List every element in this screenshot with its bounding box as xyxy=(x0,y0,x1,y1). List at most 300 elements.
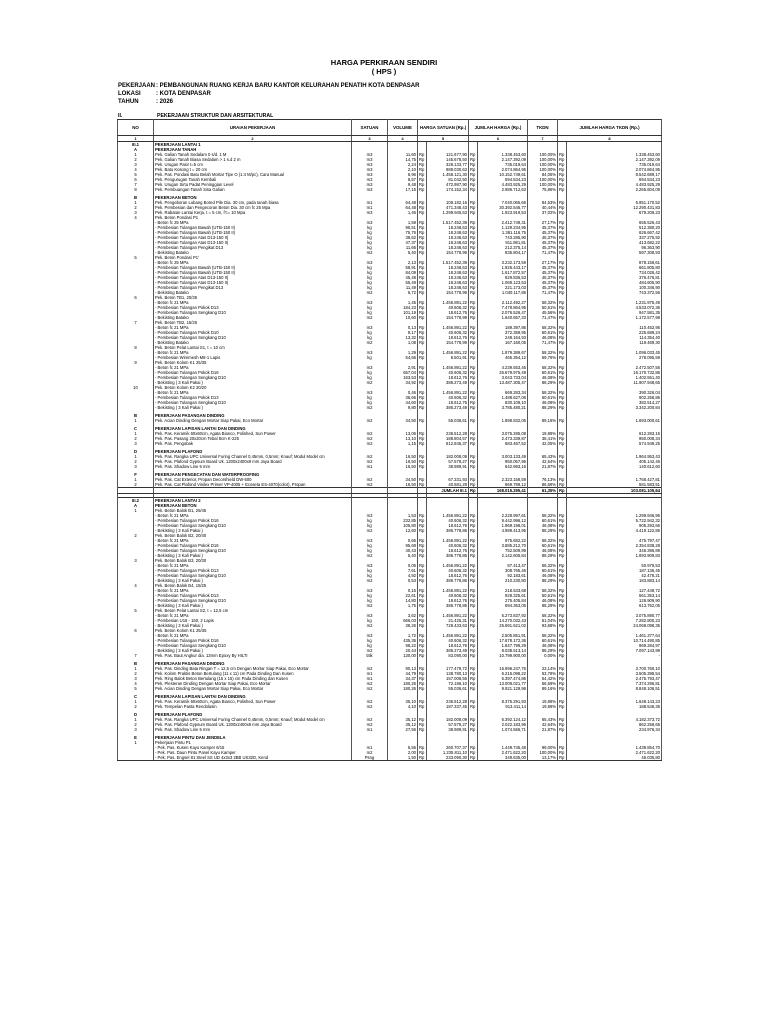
cell-tk: 58,32% xyxy=(528,365,558,370)
cell-rp2: Rp xyxy=(469,563,478,568)
cell-vol: 163,53 xyxy=(388,375,418,380)
cell-tk: 19,88% xyxy=(528,431,558,436)
cell-sat: m3 xyxy=(352,563,388,568)
cell-vol: 7,61 xyxy=(388,568,418,573)
cell-desc: Pek. Galian Tanah Biasa Sedalam > 1 s.d 2 m xyxy=(154,157,352,162)
cell-hs: 157.008,55 xyxy=(427,676,469,681)
cell-vol: 8,57 xyxy=(388,177,418,182)
cell-hs: 18.612,76 xyxy=(427,548,469,553)
cell-no: 1 xyxy=(118,477,154,482)
cell-rp3: Rp xyxy=(558,182,567,187)
cell-vol: 12,60 xyxy=(388,528,418,533)
cell-rp1: Rp xyxy=(418,405,427,410)
cell-desc: PEKERJAAN LANTAI 1 xyxy=(154,142,352,148)
cell-rp2: Rp xyxy=(469,260,478,265)
cell-sat: m2 xyxy=(352,722,388,727)
cell-sat: kg xyxy=(352,235,388,240)
cell-hs: 386.273,49 xyxy=(427,380,469,385)
cell-desc: - Pembesian Tulangan Pokok D16 xyxy=(154,370,352,375)
cell-rp2: Rp xyxy=(469,477,478,482)
cell-jt: 743.372,56 xyxy=(567,290,662,295)
cell-hs: 109.182,16 xyxy=(427,200,469,205)
cell-tk: 42,64% xyxy=(528,722,558,727)
cell-rp3: Rp xyxy=(558,290,567,295)
cell-sat: kg xyxy=(352,305,388,310)
cell-vol: 1,29 xyxy=(388,350,418,355)
cell-rp1: Rp xyxy=(418,722,427,727)
cell-jh: 6.392.124,12 xyxy=(478,717,528,722)
cell-desc: - Pembesian Tulangan Pengikat D13 xyxy=(154,245,352,250)
cell-hs: 121.677,90 xyxy=(427,152,469,157)
cell-hs: 40.606,32 xyxy=(427,370,469,375)
cell-hs: 1.235.811,10 xyxy=(427,750,469,755)
hps-table xyxy=(117,119,662,761)
cell-tk: 100,00% xyxy=(528,177,558,182)
cell-rp1: Rp xyxy=(418,275,427,280)
cell-no: 6 xyxy=(118,177,154,182)
cell-desc: Pek. Ring Balok Beton Bertulang (15 x 15) cm Pada Dinding dan Kusen xyxy=(154,676,352,681)
cell-jh: 275.405,84 xyxy=(478,598,528,603)
cell-vol: 14,80 xyxy=(388,598,418,603)
cell-desc: Pek. Plesteran Dinding Dengan Mortar Siap Pakai, Eco Mortar xyxy=(154,681,352,686)
cell-vol: 101,19 xyxy=(388,310,418,315)
cell-rp1: Rp xyxy=(418,431,427,436)
cell-no: 2 xyxy=(118,482,154,488)
cell-desc: - Beton fc 25 MPa xyxy=(154,220,352,225)
cell-rp3: Rp xyxy=(558,528,567,533)
cell-rp3: Rp xyxy=(558,459,567,464)
cell-desc: Pek. Beton Pelat Lantai S1, t = 10 cm xyxy=(154,345,352,350)
cell-tk: 60,61% xyxy=(528,518,558,523)
cell-desc: Pek. Galian Tanah Sedalam 0 s/d. 1 M xyxy=(154,152,352,157)
cell-tk: 46,08% xyxy=(528,375,558,380)
cell-jh: 9.442.996,12 xyxy=(478,518,528,523)
cell-jh: 14.270.032,43 xyxy=(478,618,528,623)
cell-no: 7 xyxy=(118,320,154,325)
cell-rp1: Rp xyxy=(418,750,427,755)
cell-rp1: Rp xyxy=(418,436,427,441)
cell-vol: 75,76 xyxy=(388,230,418,235)
cell-rp1: Rp xyxy=(418,454,427,459)
cell-hs: 18.248,63 xyxy=(427,230,469,235)
cell-rp2: Rp xyxy=(469,553,478,558)
cell-no: 7 xyxy=(118,182,154,187)
cell-desc: - Bekisting ( 3 Kali Pakai ) xyxy=(154,553,352,558)
cell-rp2: Rp xyxy=(469,157,478,162)
cell-tk: 88,29% xyxy=(528,603,558,608)
cell-desc: Pek. Pas. Keramik 60x60cm, Agata Bianco, Polished, Sun Power xyxy=(154,699,352,704)
cell-vol: 6,72 xyxy=(388,290,418,295)
cell-rp3: Rp xyxy=(558,598,567,603)
cell-hs: 40.581,28 xyxy=(427,482,469,488)
cell-jt: 2.472.507,56 xyxy=(567,365,662,370)
cell-jh: 928.325,61 xyxy=(478,593,528,598)
cell-jt: 8.542.689,17 xyxy=(567,172,662,177)
cell-rp1: Rp xyxy=(418,280,427,285)
cell-rp3: Rp xyxy=(558,245,567,250)
cell-jt: 475.797,47 xyxy=(567,538,662,543)
cell-tk: 46,08% xyxy=(528,643,558,648)
cell-jh: 1.926.443,17 xyxy=(478,265,528,270)
cell-tk: 56,69% xyxy=(528,681,558,686)
cell-sat: m2 xyxy=(352,418,388,423)
cell-tk: 60,61% xyxy=(528,593,558,598)
cell-sat: m2 xyxy=(352,666,388,671)
cell-no: 3 xyxy=(118,676,154,681)
cell-hs: 988.030,63 xyxy=(427,167,469,172)
cell-tk: 58,32% xyxy=(528,588,558,593)
cell-rp3: Rp xyxy=(558,431,567,436)
cell-sat: m3 xyxy=(352,182,388,187)
cell-rp3: Rp xyxy=(558,593,567,598)
cell-rp3: Rp xyxy=(558,285,567,290)
cell-jt: 613.762,05 xyxy=(567,603,662,608)
cell-vol: 64,48 xyxy=(388,200,418,205)
cell-jt: 869.284,97 xyxy=(567,643,662,648)
cell-sat: kg xyxy=(352,618,388,623)
cell-hs: 18.248,63 xyxy=(427,275,469,280)
cell-rp3: Rp xyxy=(558,200,567,205)
cell-sat: m2 xyxy=(352,436,388,441)
cell-rp3: Rp xyxy=(558,464,567,469)
cell-vol: 3,62 xyxy=(388,613,418,618)
cell-vol: 1,75 xyxy=(388,603,418,608)
cell-hs: 55.036,61 xyxy=(427,418,469,423)
cell-hs: 18.248,63 xyxy=(427,265,469,270)
cell-rp2: Rp xyxy=(469,370,478,375)
cell-tk: 58,32% xyxy=(528,350,558,355)
cell-hs: 18.612,76 xyxy=(427,375,469,380)
cell-jt: 188.546,35 xyxy=(567,704,662,709)
cell-desc: - Pembesian Tulangan Pokok D13 xyxy=(154,305,352,310)
cell-rp2: Rp xyxy=(469,704,478,709)
cell-rp3: Rp xyxy=(558,260,567,265)
cell-rp2: Rp xyxy=(469,648,478,653)
cell-rp2: Rp xyxy=(469,681,478,686)
cell-vol: 0,06 xyxy=(388,563,418,568)
cell-jh: 694.363,05 xyxy=(478,603,528,608)
cell-no: 2 xyxy=(118,157,154,162)
cell-desc: PEKERJAAN PLAFOND xyxy=(154,449,352,454)
cell-no: 2 xyxy=(118,459,154,464)
cell-hs: 18.248,63 xyxy=(427,245,469,250)
cell-jh: 10.152.749,61 xyxy=(478,172,528,177)
cell-rp1: Rp xyxy=(418,305,427,310)
cell-vol: 0,13 xyxy=(388,325,418,330)
cell-rp2: Rp xyxy=(470,488,476,493)
cell-tk: 89,16% xyxy=(528,686,558,691)
cell-no: 5 xyxy=(118,255,154,260)
cell-rp2: Rp xyxy=(469,686,478,691)
header-uraian: URAIAN PEKERJAAN xyxy=(154,120,352,136)
cell-rp2: Rp xyxy=(469,330,478,335)
cell-jh: 1.640.657,33 xyxy=(478,315,528,320)
cell-sat: m1 xyxy=(352,745,388,750)
cell-hs: 182.008,09 xyxy=(427,717,469,722)
cell-jt: 16.170.732,86 xyxy=(567,370,662,375)
cell-no: 2 xyxy=(118,205,154,210)
cell-rp3: Rp xyxy=(558,152,567,157)
cell-vol: 34,37 xyxy=(388,676,418,681)
cell-rp2: Rp xyxy=(469,638,478,643)
cell-rp3: Rp xyxy=(558,578,567,583)
cell-no: 4 xyxy=(118,583,154,588)
cell-jt: - xyxy=(567,653,662,658)
cell-jh: 2.471.622,20 xyxy=(478,750,528,755)
cell-tk: 59,76% xyxy=(528,355,558,360)
cell-sat: m3 xyxy=(352,167,388,172)
cell-no: 4 xyxy=(118,215,154,220)
cell-rp2: Rp xyxy=(469,225,478,230)
cell-jt: 661.805,80 xyxy=(567,265,662,270)
cell-tk: 99,00% xyxy=(528,745,558,750)
cell-no: 6 xyxy=(118,628,154,633)
cell-tk: 60,61% xyxy=(528,370,558,375)
cell-jt: 100.346,90 xyxy=(567,285,662,290)
cell-rp2: Rp xyxy=(469,275,478,280)
cell-tk: 13,17% xyxy=(528,755,558,761)
cell-jh: 218.533,68 xyxy=(478,588,528,593)
cell-rp2: Rp xyxy=(469,400,478,405)
cell-vol: 16,50 xyxy=(388,459,418,464)
cell-tk: 58,32% xyxy=(528,390,558,395)
cell-rp3: Rp xyxy=(558,477,567,482)
cell-rp1: Rp xyxy=(418,182,427,187)
cell-jh: 3.043.733,04 xyxy=(478,375,528,380)
cell-sat: m2 xyxy=(352,528,388,533)
cell-rp3: Rp xyxy=(558,418,567,423)
cell-rp2: Rp xyxy=(469,395,478,400)
cell-hs: 40.606,32 xyxy=(427,305,469,310)
cell-vol: 180,26 xyxy=(388,681,418,686)
cell-sat: kg xyxy=(352,270,388,275)
cell-rp2: Rp xyxy=(469,717,478,722)
cell-rp3: Rp xyxy=(558,340,567,345)
cell-tk: 38,41% xyxy=(528,436,558,441)
cell-jh: 669.283,34 xyxy=(478,390,528,395)
cell-desc: Pek. Beton Balok B2, 20/40 xyxy=(154,533,352,538)
cell-rp2: Rp xyxy=(469,305,478,310)
cell-jt: 734.026,42 xyxy=(567,270,662,275)
cell-vol: 55,49 xyxy=(388,280,418,285)
cell-no xyxy=(118,755,154,761)
cell-desc: Pek. Acian Dinding Dengan Mortar Siap Pakai, Eco Mortar xyxy=(154,686,352,691)
cell-no: 2 xyxy=(118,704,154,709)
cell-desc: Pek. Urugan Pasir t=5 cm xyxy=(154,162,352,167)
cell-jh: 2.412.749,31 xyxy=(478,220,528,225)
cell-rp3: Rp xyxy=(558,482,567,488)
cell-desc: PEKERJAAN LAPISAN LANTAI DAN DINDING xyxy=(154,426,352,431)
cell-sat: m3 xyxy=(352,613,388,618)
cell-hs: 233.090,30 xyxy=(427,755,469,761)
cell-rp3: Rp xyxy=(558,365,567,370)
cell-rp3: Rp xyxy=(558,375,567,380)
cell-rp1: Rp xyxy=(418,245,427,250)
cell-vol: 13,10 xyxy=(388,436,418,441)
cell-vol: 16,50 xyxy=(388,454,418,459)
cell-desc: - Pembesian Tulangan Sengkang D10 xyxy=(154,523,352,528)
cell-rp2: Rp xyxy=(469,205,478,210)
cell-tk: 100,00% xyxy=(528,162,558,167)
cell-jh: 2.142.605,84 xyxy=(478,553,528,558)
cell-rp3: Rp xyxy=(558,225,567,230)
cell-sat: kg xyxy=(352,543,388,548)
cell-sat: titik xyxy=(352,653,388,658)
cell-hs: 57.579,27 xyxy=(427,722,469,727)
cell-desc: Pek. Beton Balok B3, 20/30 xyxy=(154,558,352,563)
cell-jt: 1.231.975,49 xyxy=(567,300,662,305)
cell-sat: kg xyxy=(352,518,388,523)
cell-rp3: Rp xyxy=(558,157,567,162)
cell-rp1: Rp xyxy=(418,638,427,643)
cell-no: 7 xyxy=(118,653,154,658)
cell-hs: 1.299.945,63 xyxy=(427,210,469,215)
cell-jt: 114.354,40 xyxy=(567,335,662,340)
cell-desc: - Pembesian Tulangan Pokok D13 xyxy=(154,568,352,573)
cell-no: 8 xyxy=(118,345,154,350)
cell-sat: Psng xyxy=(352,755,388,761)
cell-desc: - Pek. Pas. Daun Pintu Panel Kayu Kamper xyxy=(154,750,352,755)
cell-vol: 17,15 xyxy=(388,187,418,192)
cell-tk: 89,16% xyxy=(528,418,558,423)
cell-sat: m2 xyxy=(352,553,388,558)
cell-sat: kg xyxy=(352,225,388,230)
cell-jt: 679.209,23 xyxy=(567,210,662,215)
cell-sat: m2 xyxy=(352,704,388,709)
cell-rp1: Rp xyxy=(418,699,427,704)
cell-rp2: Rp xyxy=(469,285,478,290)
cell-jh: 87.413,47 xyxy=(478,563,528,568)
cell-jt: 110.452,95 xyxy=(567,325,662,330)
cell-hs: 18.248,63 xyxy=(427,235,469,240)
cell-hs: 1.456.891,22 xyxy=(427,588,469,593)
cell-rp3: Rp xyxy=(558,681,567,686)
cell-tk: 93,68% xyxy=(528,623,558,628)
cell-rp3: Rp xyxy=(558,648,567,653)
cell-desc: - Bekisting ( 3 Kali Pakai ) xyxy=(154,528,352,533)
cell-rp1: Rp xyxy=(418,210,427,215)
cell-desc: - Pembesian Wiremesh M8-1 Lapis xyxy=(154,355,352,360)
cell-desc: Pek. Pas. Plafond Gypsum Board Uk. 1200x2400x9 mm Jaya Board xyxy=(154,722,352,727)
cell-jh: 349.635,00 xyxy=(478,755,528,761)
cell-rp1: Rp xyxy=(418,623,427,628)
cell-vol: 5,56 xyxy=(388,745,418,750)
cell-rp2: Rp xyxy=(469,187,478,192)
cell-jt: 1.693.000,61 xyxy=(567,418,662,423)
cell-hs: 81.042,50 xyxy=(427,177,469,182)
cell-no: 10 xyxy=(118,385,154,390)
cell-desc: - Pembesian Tulangan Bawah (UTB-150 II) xyxy=(154,265,352,270)
cell-jh: 2.074.864,95 xyxy=(478,167,528,172)
cell-hs: 728.433,63 xyxy=(427,623,469,628)
cell-rp1: Rp xyxy=(418,441,427,446)
cell-desc: - Beton fc 25 MPa xyxy=(154,260,352,265)
cell-no: 6 xyxy=(118,295,154,300)
cell-rp2: Rp xyxy=(469,355,478,360)
cell-vol: 1,08 xyxy=(388,340,418,345)
cell-rp2: Rp xyxy=(469,177,478,182)
cell-jh: 212.375,14 xyxy=(478,245,528,250)
cell-sat: m2 xyxy=(352,623,388,628)
cell-rp1: Rp xyxy=(418,270,427,275)
cell-rp1: Rp xyxy=(418,395,427,400)
cell-rp2: Rp xyxy=(469,548,478,553)
cell-rp3: Rp xyxy=(558,187,567,192)
cell-rp2: Rp xyxy=(469,290,478,295)
cell-rp2: Rp xyxy=(469,310,478,315)
cell-rp2: Rp xyxy=(469,623,478,628)
cell-vol: 6,96 xyxy=(388,172,418,177)
cell-rp1: Rp xyxy=(418,598,427,603)
cell-jh: 1.129.234,95 xyxy=(478,225,528,230)
cell-rp3: Rp xyxy=(558,454,567,459)
cell-tk: 40,44% xyxy=(528,205,558,210)
cell-rp1: Rp xyxy=(418,563,427,568)
cell-tk: 45,37% xyxy=(528,275,558,280)
cell-rp2: Rp xyxy=(469,167,478,172)
cell-desc: - Pembesian Tulangan Atas D13-150 II) xyxy=(154,235,352,240)
cell-sat: kg xyxy=(352,573,388,578)
cell-hs: 40.606,32 xyxy=(427,638,469,643)
cell-rp1: Rp xyxy=(418,167,427,172)
cell-jh: 3.075.285,08 xyxy=(478,431,528,436)
cell-rp1: Rp xyxy=(418,633,427,638)
cell-tk: 42,05% xyxy=(528,441,558,446)
cell-tk: 21,87% xyxy=(528,464,558,469)
cell-vol: 38,62 xyxy=(388,235,418,240)
cell-vol: 11,49 xyxy=(388,285,418,290)
cell-sat: m3 xyxy=(352,220,388,225)
cell-jt: 413.682,22 xyxy=(567,240,662,245)
cell-vol: 657,04 xyxy=(388,370,418,375)
cell-rp3: Rp xyxy=(558,172,567,177)
cell-no: A xyxy=(118,503,154,508)
cell-tk: 46,08% xyxy=(528,598,558,603)
cell-jh: 642.993,16 xyxy=(478,464,528,469)
cell-rp2: Rp xyxy=(469,573,478,578)
cell-no: D xyxy=(118,712,154,717)
cell-desc: Pek. Beton Pelat Lantai S2, t = 12,5 cm xyxy=(154,608,352,613)
cell-desc: PEKERJAAN LAPISAN LANTAI DAN DINDING xyxy=(154,694,352,699)
cell-tk: 100,00% xyxy=(528,152,558,157)
cell-jt: 337.275,92 xyxy=(567,235,662,240)
cell-sat: kg xyxy=(352,593,388,598)
cell-jh: 5.397.474,86 xyxy=(478,676,528,681)
cell-hs: 154.778,99 xyxy=(427,290,469,295)
cell-jt: 1.893.909,83 xyxy=(567,553,662,558)
cell-rp1: Rp xyxy=(418,603,427,608)
cell-sat: m2 xyxy=(352,681,388,686)
cell-jh: 1.068.123,53 xyxy=(478,280,528,285)
cell-desc: - Bekisting ( 3 Kali Pakai ) xyxy=(154,578,352,583)
cell-sat: m1 xyxy=(352,727,388,732)
cell-desc: - Pembesian Tulangan Bawah (UTB-150 II) xyxy=(154,225,352,230)
cell-tk: 88,29% xyxy=(528,405,558,410)
cell-jh: 735.019,64 xyxy=(478,162,528,167)
cell-tk: 71,47% xyxy=(528,315,558,320)
cell-jt: 3.342.200,84 xyxy=(567,405,662,410)
cell-sat: kg xyxy=(352,280,388,285)
cell-jt: 187.136,45 xyxy=(567,568,662,573)
cell-rp2: Rp xyxy=(469,613,478,618)
cell-desc: Pek. Pengeboran Lubang Bored Pile Dia. 30 cm, pada tanah biasa xyxy=(154,200,352,205)
cell-no: 3 xyxy=(118,162,154,167)
cell-rp2: Rp xyxy=(469,482,478,488)
cell-rp2: Rp xyxy=(469,538,478,543)
cell-no: 1 xyxy=(118,152,154,157)
cell-hs: 386.273,49 xyxy=(427,405,469,410)
cell-sat: m2 xyxy=(352,315,388,320)
